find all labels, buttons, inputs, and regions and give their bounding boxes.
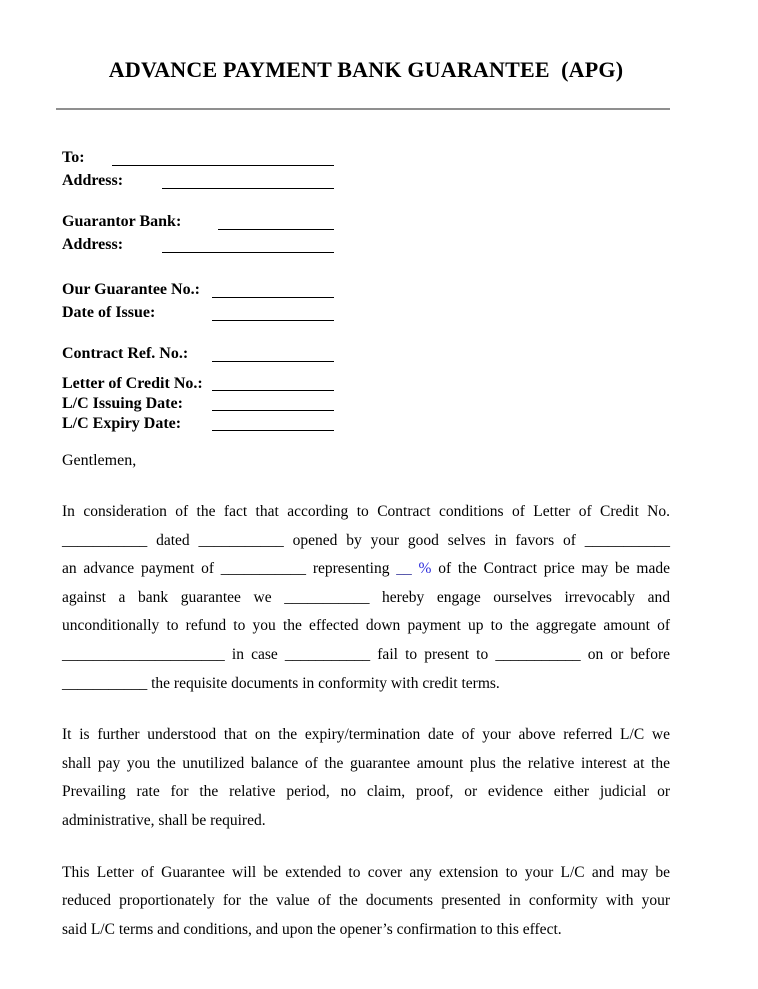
field-row-date-of-issue (62, 301, 334, 324)
para1-line7: ___________ the requisite documents in conformity with credit terms. (62, 674, 500, 692)
field-row-guarantee-no (62, 278, 334, 301)
field-blank-guarantee-no (212, 278, 334, 298)
para1-line1: In consideration of the fact that according to Contract conditions of Letter of Credit No. (62, 503, 670, 520)
field-label-date-of-issue: Date of Issue: (62, 304, 156, 321)
paragraph-expiry-termination (62, 721, 670, 835)
header-fields (62, 146, 334, 434)
paragraph-consideration (62, 498, 670, 698)
field-row-letter-of-credit-no (62, 374, 334, 394)
field-blank-guarantor-bank (218, 210, 334, 230)
para1-line3-post: of the Contract price may be made (431, 560, 670, 578)
para3-line1: This Letter of Guarantee will be extended to cover any extension to your L/C and may be (62, 863, 670, 881)
field-row-address-1 (62, 169, 334, 192)
para1-line4: against a bank guarantee we ___________ hereby engage ourselves irrevocably and (62, 588, 670, 606)
field-blank-lc-expiry-date (212, 414, 334, 431)
para2-line3: Prevailing rate for the relative period, no claim, proof, or evidence either judicial or (62, 783, 670, 801)
para2-line2: shall pay you the unutilized balance of the guarantee amount plus the relative interest at the (62, 754, 670, 772)
field-blank-address-1 (162, 169, 334, 189)
field-label-letter-of-credit-no: Letter of Credit No.: (62, 375, 203, 392)
percent-sign: % (418, 560, 432, 578)
field-row-lc-issuing-date (62, 394, 334, 414)
para2-line4: administrative, shall be required. (62, 811, 266, 829)
field-blank-letter-of-credit-no (212, 374, 334, 391)
field-row-address-2 (62, 233, 334, 256)
field-label-guarantee-no: Our Guarantee No.: (62, 281, 200, 298)
field-label-to: To: (62, 149, 85, 166)
field-blank-contract-ref-no (212, 342, 334, 362)
para3-line2: reduced proportionately for the value of the documents presented in conformity with your (62, 892, 670, 910)
paragraph-extension (62, 859, 670, 945)
field-label-contract-ref-no: Contract Ref. No.: (62, 345, 189, 362)
para2-line1: It is further understood that on the expiry/termination date of your above referred L/C we (62, 726, 670, 744)
para1-line2: ___________ dated ___________ opened by your good selves in favors of ___________ (62, 531, 670, 549)
field-label-address-2: Address: (62, 236, 124, 253)
para1-line5: unconditionally to refund to you the effected down payment up to the aggregate amount of (62, 617, 670, 635)
title-divider (56, 108, 670, 110)
para1-line3-pre: an advance payment of ___________ representing (62, 560, 397, 578)
field-blank-to (112, 146, 334, 166)
salutation: Gentlemen, (62, 452, 137, 469)
field-row-guarantor-bank (62, 210, 334, 233)
document-title: ADVANCE PAYMENT BANK GUARANTEE (APG) (108, 57, 624, 82)
field-label-address-1: Address: (62, 172, 124, 189)
field-blank-address-2 (162, 233, 334, 253)
field-blank-date-of-issue (212, 301, 334, 321)
para1-line6: _____________________ in case ___________ fail to present to ___________ on or before (62, 645, 670, 663)
para3-line3: said L/C terms and conditions, and upon the opener’s confirmation to this effect. (62, 920, 562, 938)
field-label-lc-issuing-date: L/C Issuing Date: (62, 395, 183, 412)
field-row-to (62, 146, 334, 169)
para1-line3 (62, 555, 670, 584)
percent-blank: __ (396, 560, 419, 578)
field-label-guarantor-bank: Guarantor Bank: (62, 213, 182, 230)
field-blank-lc-issuing-date (212, 394, 334, 411)
field-label-lc-expiry-date: L/C Expiry Date: (62, 415, 182, 432)
field-row-lc-expiry-date (62, 414, 334, 434)
field-row-contract-ref-no (62, 342, 334, 365)
